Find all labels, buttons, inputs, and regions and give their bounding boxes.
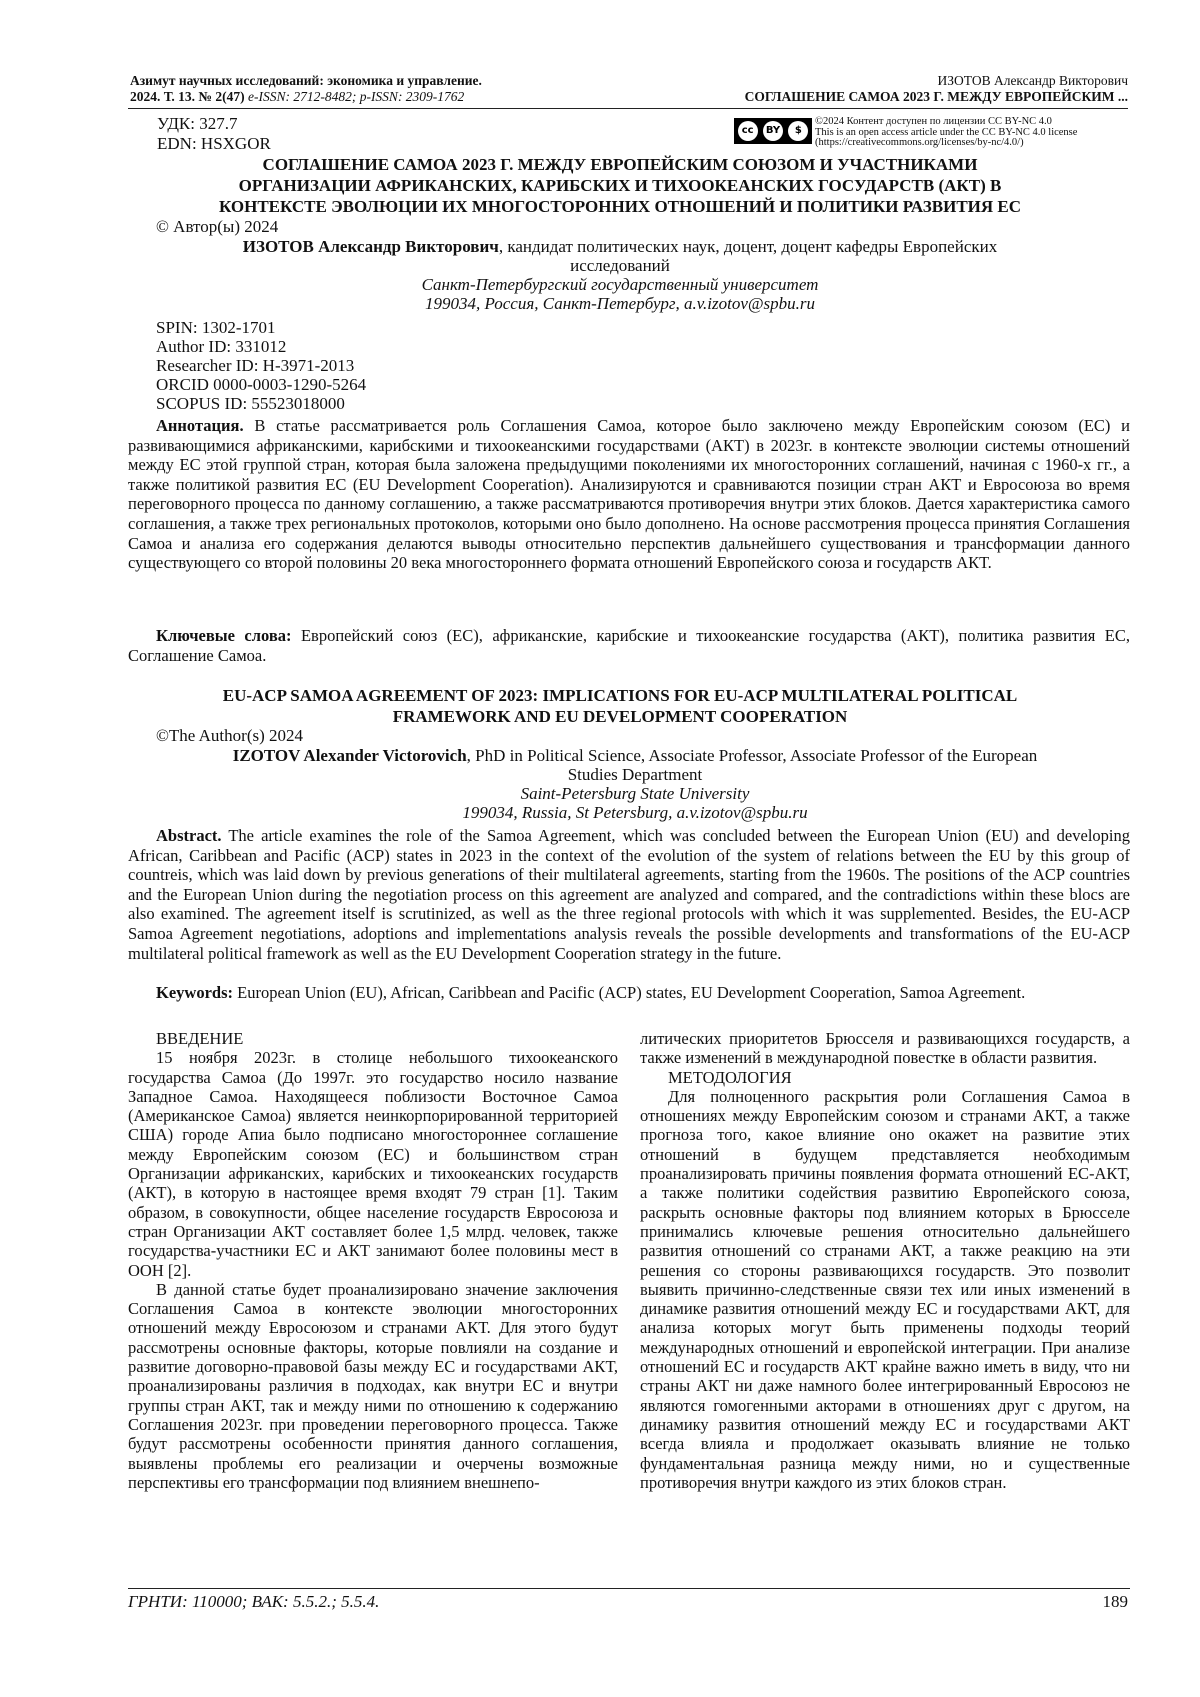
ru-abstract-text: В статье рассматривается роль Соглашения Самоа, которое было заключено между Европейским союзом (ЕС) и развивающимися африканскими, карибскими и тихоокеанскими государствами (АКТ) в 2023г. в контексте эволюции системы отношений между ЕС этой группой стран, которая была заложена предыдущими поколениями их многосторонних соглашений, начиная с 1960-х гг., а также политикой развития ЕС (EU Development Cooperation). Анализируются и сравниваются позиции стран АКТ и Евросоюза во время переговорного процесса по данному соглашению, а также рассматриваются противоречия внутри этих блоков. Дается характеристика самого соглашения, а также трех региональных протоколов, которыми оно было дополнено. На основе рассмотрения процесса принятия Соглашения Самоа и анализа его содержания делаются выводы относительно перспектив дальнейшего существования и трансформации данного существующего со второй половины 20 века многостороннего формата отношений Европейского союза и государств АКТ. <box>128 416 1130 573</box>
researcher-id: Researcher ID: H-3971-2013 <box>156 356 355 375</box>
header-rule <box>128 108 1128 109</box>
ru-keywords-label: Ключевые слова: <box>156 626 292 645</box>
cc-icon: cc <box>738 121 758 141</box>
footer-codes: ГРНТИ: 110000; ВАК: 5.5.2.; 5.5.4. <box>128 1592 380 1611</box>
en-keywords <box>128 983 1130 1003</box>
en-keywords-text: European Union (EU), African, Caribbean and Pacific (ACP) states, EU Development Cooperation, Samoa Agreement. <box>233 983 1026 1002</box>
journal-issue: 2024. Т. 13. № 2(47) e-ISSN: 2712-8482; p-ISSN: 2309-1762 <box>130 89 465 104</box>
author-id: Author ID: 331012 <box>156 337 287 356</box>
nc-icon: $ <box>788 121 808 141</box>
intro-heading: ВВЕДЕНИЕ <box>156 1029 244 1048</box>
intro-continuation: литических приоритетов Брюсселя и развивающихся государств, а также изменений в международной повестке в области развития. <box>640 1029 1130 1068</box>
cc-license-badge[interactable] <box>734 118 812 144</box>
scopus-id: SCOPUS ID: 55523018000 <box>156 394 345 413</box>
en-title-line: FRAMEWORK AND EU DEVELOPMENT COOPERATION <box>392 707 848 726</box>
author-ids <box>156 318 366 413</box>
method-paragraph-1: Для полноценного раскрытия роли Соглашения Самоа в отношениях между Европейским союзом и странами АКТ, а также прогноза того, какое влияние оно окажет на развитие этих отношений в будущем представляется необходимым проанализировать причины появления формата отношений ЕС-АКТ, а также политики содействия развитию Европейского союза, раскрыть основные факторы под влиянием которых в Брюсселе принимались ключевые решения относительно дальнейшего развития отношений со странами АКТ, а также реакцию на эти решения со стороны развивающихся государств. Это позволит выявить причинно-следственные связи тех или иных изменений в динамике развития отношений между ЕС и государствами АКТ, для анализа которых могут быть применены подходы теорий международных отношений и европейской интеграции. При анализе отношений ЕС и государств АКТ крайне важно иметь в виду, что ни страны АКТ ни даже намного более интегрированный Евросоюз не являются гомогенными акторами в отношениях друг с другом, на динамику развития отношений между ЕС и государствами АКТ всегда влияла и продолжает оказывать влияние не только фундаментальная разница между ними, но и существенные противоречия внутри каждого из этих блоков стран. <box>640 1086 1130 1492</box>
ru-affiliation: Санкт-Петербургский государственный университет <box>421 275 819 294</box>
en-title-line: EU-ACP SAMOA AGREEMENT OF 2023: IMPLICATIONS FOR EU-ACP MULTILATERAL POLITICAL <box>222 686 1018 705</box>
intro-paragraph-2: В данной статье будет проанализировано значение заключения Соглашения Самоа в контексте эволюции многосторонних отношений между Евросоюзом и странами АКТ. Для этого будут рассмотрены основные факторы, которые повлияли на создание и развитие договорно-правовой базы между ЕС и государствами АКТ, проанализированы различия в подходах, как внутри ЕС и внутри группы стран АКТ, так и между ними по отношению к содержанию Соглашения 2023г. при проведении переговорного процесса. Также будут рассмотрены особенности принятия данного соглашения, выявлены проблемы его реализации и очерчены возможные перспективы его трансформации под влиянием внешнепо- <box>128 1279 618 1492</box>
ru-author-desc-2: исследований <box>570 256 670 275</box>
license-line-en: This is an open access article under the CC BY-NC 4.0 license <box>815 126 1078 138</box>
journal-name: Азимут научных исследований: экономика и управление. <box>130 73 482 88</box>
license-text <box>815 117 1135 149</box>
license-url[interactable]: (https://creativecommons.org/licenses/by-nc/4.0/) <box>815 137 1024 148</box>
en-author-name: IZOTOV Alexander Victorovich <box>232 746 467 765</box>
page-number: 189 <box>1102 1592 1128 1611</box>
orcid-id: ORCID 0000-0003-1290-5264 <box>156 375 367 394</box>
running-header-left <box>130 73 600 105</box>
intro-paragraph-1: 15 ноября 2023г. в столице небольшого тихоокеанского государства Самоа (До 1997г. это государство носило название Западное Самоа. Находящееся поблизости Восточное Самоа (Американское Самоа) является неинкорпорированной территорией США) городе Апиа было подписано многостороннее соглашение между Европейским союзом (ЕС) и большинством стран Организации африканских, карибских и тихоокеанских государств (АКТ), в которую в настоящее время входят 79 стран [1]. Таким образом, в совокупности, общее население государств Евросоюза и стран Организации АКТ составляет более 1,5 млрд. человек, также государства-участники ЕС и АКТ занимают более половины мест в ООН [2]. <box>128 1048 618 1280</box>
ru-title-line: ОРГАНИЗАЦИИ АФРИКАНСКИХ, КАРИБСКИХ И ТИХООКЕАНСКИХ ГОСУДАРСТВ (АКТ) В <box>238 176 1002 195</box>
ru-author-name: ИЗОТОВ Александр Викторович <box>242 237 499 256</box>
ru-author-desc: , кандидат политических наук, доцент, доцент кафедры Европейских <box>498 237 998 256</box>
ru-author-block <box>140 237 1100 313</box>
right-column <box>640 1029 1130 1492</box>
footer-rule <box>128 1588 1130 1589</box>
running-header-right <box>608 73 1128 105</box>
ru-copyright: © Автор(ы) 2024 <box>156 217 279 236</box>
ru-abstract <box>128 416 1130 573</box>
ru-title-line: КОНТЕКСТЕ ЭВОЛЮЦИИ ИХ МНОГОСТОРОННИХ ОТНОШЕНИЙ И ПОЛИТИКИ РАЗВИТИЯ ЕС <box>218 197 1022 216</box>
ru-keywords-text: Европейский союз (ЕС), африканские, карибские и тихоокеанские государства (АКТ), политика развития ЕС, Соглашение Самоа. <box>128 626 1130 665</box>
ru-title-line: СОГЛАШЕНИЕ САМОА 2023 Г. МЕЖДУ ЕВРОПЕЙСКИМ СОЮЗОМ И УЧАСТНИКАМИ <box>262 155 978 174</box>
en-author-desc: , PhD in Political Science, Associate Professor, Associate Professor of the European <box>466 746 1038 765</box>
left-column <box>128 1029 618 1492</box>
udk: УДК: 327.7 <box>157 114 238 133</box>
en-abstract-label: Abstract. <box>156 826 222 845</box>
en-abstract <box>128 826 1130 963</box>
ru-keywords <box>128 626 1130 665</box>
en-keywords-label: Keywords: <box>156 983 233 1002</box>
license-line-ru: ©2024 Контент доступен по лицензии CC BY-NC 4.0 <box>815 116 1052 127</box>
en-title <box>140 685 1100 727</box>
en-abstract-text: The article examines the role of the Samoa Agreement, which was concluded between the European Union (EU) and developing African, Caribbean and Pacific (ACP) states in 2023 in the context of the evolution of the system of relations between the EU by this group of countreis, which was laid down by previous generations of their multilateral agreements, starting from the 1960s. The positions of the ACP countries and the European Union during the negotiation process on this agreement are analyzed and compared, and the contradictions within these blocs are also examined. The agreement itself is scrutinized, as well as the three regional protocols with which it was supplemented. Besides, the EU-ACP Samoa Agreement negotiations, adoptions and implementations analysis reveals the possible developments and transformations of the EU-ACP multilateral political framework as well as the EU Development Cooperation strategy in the future. <box>128 826 1130 963</box>
en-author-desc-2: Studies Department <box>567 765 703 784</box>
header-author: ИЗОТОВ Александр Викторович <box>937 73 1128 88</box>
by-icon: BY <box>763 121 783 141</box>
method-heading: МЕТОДОЛОГИЯ <box>668 1067 792 1087</box>
en-affiliation: Saint-Petersburg State University <box>520 784 750 803</box>
en-address: 199034, Russia, St Petersburg, a.v.izotov@spbu.ru <box>462 803 808 822</box>
en-copyright: ©The Author(s) 2024 <box>156 726 304 745</box>
header-short-title: СОГЛАШЕНИЕ САМОА 2023 Г. МЕЖДУ ЕВРОПЕЙСКИМ ... <box>744 89 1128 104</box>
ru-address: 199034, Россия, Санкт-Петербург, a.v.izotov@spbu.ru <box>424 294 816 313</box>
ru-title <box>140 154 1100 217</box>
ru-abstract-label: Аннотация. <box>156 416 244 435</box>
spin-id: SPIN: 1302-1701 <box>156 318 276 337</box>
en-author-block <box>140 746 1130 822</box>
edn: EDN: HSXGOR <box>157 134 271 153</box>
